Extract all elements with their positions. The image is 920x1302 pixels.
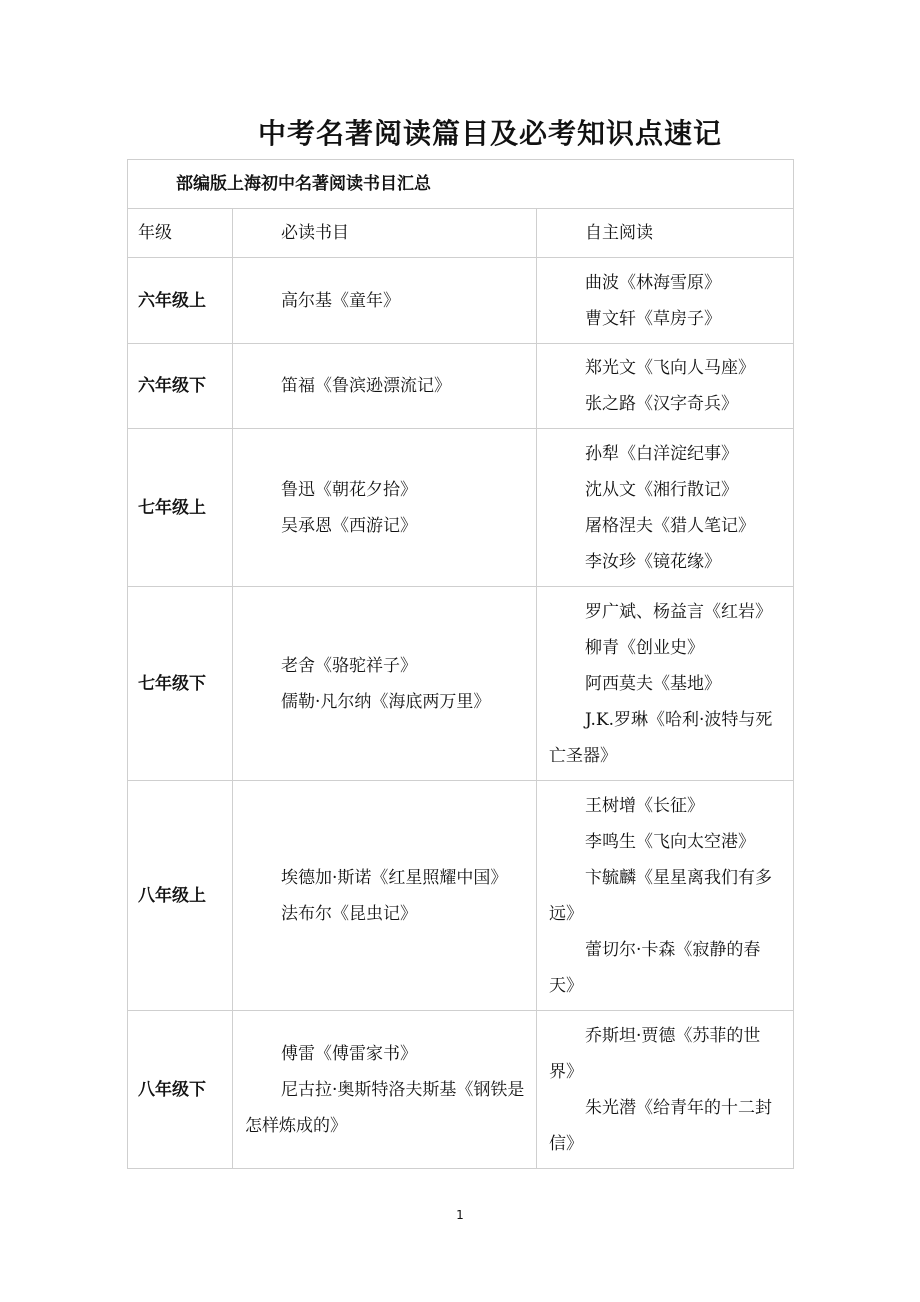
- optional-book: 王树增《长征》: [585, 795, 704, 816]
- page-number: 1: [456, 1208, 464, 1222]
- required-book: 埃德加·斯诺《红星照耀中国》: [281, 867, 508, 888]
- header-grade: 年级: [128, 209, 233, 258]
- required-book: 儒勒·凡尔纳《海底两万里》: [281, 691, 491, 712]
- required-book: 尼古拉·奥斯特洛夫斯基《钢铁是怎样炼成的》: [245, 1079, 525, 1136]
- required-book: 老舍《骆驼祥子》: [281, 655, 417, 676]
- optional-book: 卞毓麟《星星离我们有多远》: [549, 867, 772, 924]
- optional-book: 曲波《林海雪原》: [585, 272, 721, 293]
- optional-cell: [537, 429, 794, 587]
- required-book: 高尔基《童年》: [281, 290, 400, 311]
- grade-cell: 七年级下: [128, 587, 233, 781]
- table-row: [128, 258, 794, 344]
- optional-cell: [537, 344, 794, 429]
- table-row: [128, 1011, 794, 1169]
- optional-book: 阿西莫夫《基地》: [585, 673, 721, 694]
- optional-book: 乔斯坦·贾德《苏菲的世界》: [549, 1025, 761, 1082]
- optional-cell: [537, 1011, 794, 1169]
- optional-book: 柳青《创业史》: [585, 637, 704, 658]
- optional-book: 屠格涅夫《猎人笔记》: [585, 515, 755, 536]
- optional-cell: [537, 781, 794, 1011]
- grade-cell: 七年级上: [128, 429, 233, 587]
- optional-book: J.K.罗琳《哈利·波特与死亡圣器》: [549, 709, 773, 766]
- page-title: 中考名著阅读篇目及必考知识点速记: [257, 117, 722, 150]
- optional-book: 孙犁《白洋淀纪事》: [585, 443, 738, 464]
- table-header-row: [128, 209, 794, 258]
- optional-book: 李汝珍《镜花缘》: [585, 551, 721, 572]
- required-book: 傅雷《傅雷家书》: [281, 1043, 417, 1064]
- optional-book: 沈从文《湘行散记》: [585, 479, 738, 500]
- required-cell: [233, 429, 537, 587]
- optional-book: 蕾切尔·卡森《寂静的春天》: [549, 939, 761, 996]
- header-optional: 自主阅读: [537, 209, 794, 258]
- optional-book: 罗广斌、杨益言《红岩》: [585, 601, 772, 622]
- table-caption: 部编版上海初中名著阅读书目汇总: [128, 160, 794, 209]
- table-row: [128, 781, 794, 1011]
- required-cell: [233, 781, 537, 1011]
- required-book: 笛福《鲁滨逊漂流记》: [281, 376, 451, 396]
- optional-cell: [537, 258, 794, 344]
- grade-cell: 六年级上: [128, 258, 233, 344]
- required-book: 鲁迅《朝花夕拾》: [281, 479, 417, 500]
- table-row: [128, 344, 794, 429]
- optional-book: 张之路《汉字奇兵》: [585, 394, 738, 414]
- table-row: [128, 587, 794, 781]
- grade-cell: 八年级下: [128, 1011, 233, 1169]
- optional-book: 李鸣生《飞向太空港》: [585, 831, 755, 852]
- header-required: 必读书目: [233, 209, 537, 258]
- required-book: 法布尔《昆虫记》: [281, 903, 417, 924]
- optional-book: 朱光潜《给青年的十二封信》: [549, 1097, 772, 1154]
- optional-book: 郑光文《飞向人马座》: [585, 358, 755, 378]
- required-book: 吴承恩《西游记》: [281, 515, 417, 536]
- reading-list-table: [127, 159, 794, 1169]
- required-cell: [233, 258, 537, 344]
- table-caption-row: [128, 160, 794, 209]
- required-cell: [233, 344, 537, 429]
- required-cell: [233, 587, 537, 781]
- required-cell: [233, 1011, 537, 1169]
- optional-book: 曹文轩《草房子》: [585, 308, 721, 329]
- table-row: [128, 429, 794, 587]
- grade-cell: 六年级下: [128, 344, 233, 429]
- optional-cell: [537, 587, 794, 781]
- grade-cell: 八年级上: [128, 781, 233, 1011]
